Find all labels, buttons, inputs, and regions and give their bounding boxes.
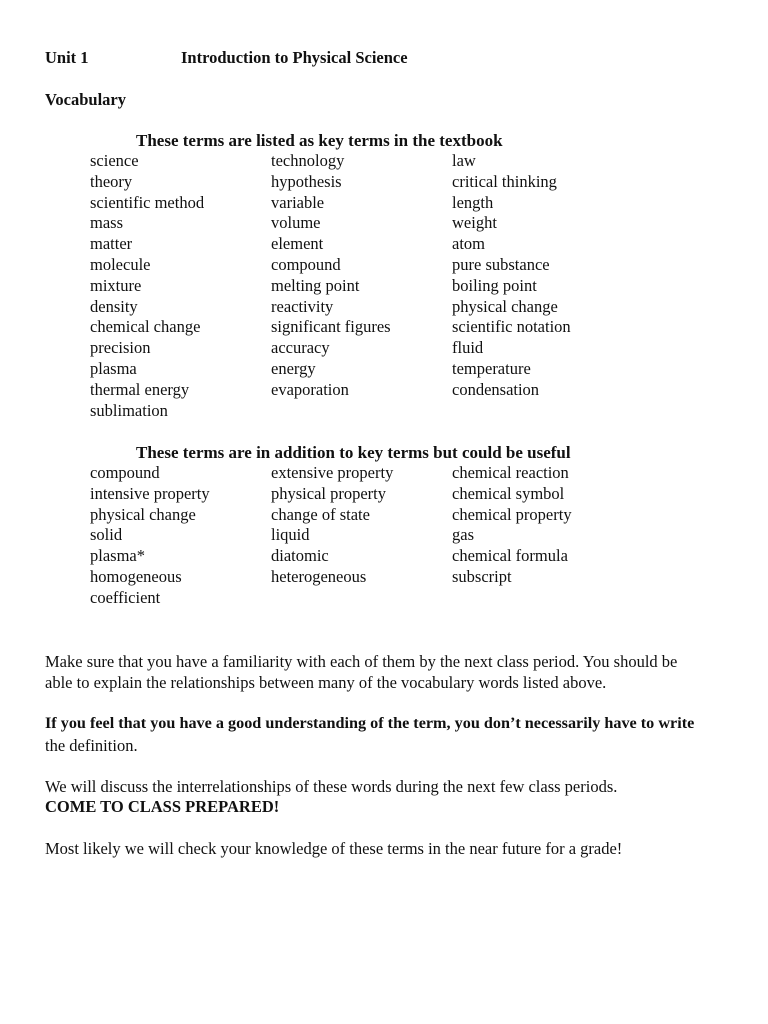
vocabulary-term: fluid — [452, 338, 484, 358]
instruction-para1-line2: able to explain the relationships between many of the vocabulary words listed above. — [45, 673, 607, 692]
vocabulary-term: precision — [90, 338, 151, 358]
vocabulary-term: element — [271, 234, 324, 254]
vocabulary-term: coefficient — [90, 587, 161, 607]
vocabulary-term: plasma* — [90, 546, 145, 566]
vocabulary-term: compound — [271, 255, 341, 274]
vocabulary-term: condensation — [452, 379, 540, 399]
vocabulary-term: law — [452, 151, 476, 170]
vocabulary-term: technology — [271, 151, 345, 170]
vocabulary-term: intensive property — [90, 483, 210, 503]
vocabulary-term: evaporation — [271, 379, 349, 399]
vocabulary-term: chemical formula — [452, 546, 568, 566]
vocabulary-term: energy — [271, 359, 316, 378]
vocabulary-term: solid — [90, 525, 123, 545]
unit-label: Unit 1 — [45, 48, 89, 67]
vocabulary-term: physical change — [452, 296, 558, 316]
vocabulary-term: diatomic — [271, 546, 329, 566]
vocabulary-term: physical property — [271, 483, 387, 503]
vocabulary-term: density — [90, 296, 138, 316]
vocabulary-term: compound — [90, 463, 160, 482]
vocabulary-term: gas — [452, 525, 474, 545]
vocabulary-term: hypothesis — [271, 171, 342, 191]
vocabulary-term: chemical change — [90, 317, 201, 337]
vocabulary-term: chemical reaction — [452, 463, 569, 482]
vocabulary-term: chemical property — [452, 504, 572, 524]
vocabulary-term: atom — [452, 234, 485, 254]
vocabulary-term: mixture — [90, 275, 142, 295]
instruction-para1-line1: Make sure that you have a familiarity with each of them by the next class period. You should be — [45, 652, 678, 671]
additional-terms-heading: These terms are in addition to key terms but could be useful — [136, 443, 571, 462]
vocabulary-term: molecule — [90, 255, 151, 274]
vocabulary-term: weight — [452, 213, 497, 233]
section-title: Vocabulary — [45, 90, 126, 109]
key-terms-heading: These terms are listed as key terms in the textbook — [136, 131, 503, 150]
vocabulary-term: reactivity — [271, 296, 334, 316]
vocabulary-term: matter — [90, 234, 133, 254]
vocabulary-term: scientific notation — [452, 317, 571, 337]
instruction-para2-line1: If you feel that you have a good understanding of the term, you don’t necessarily have to write — [45, 714, 695, 732]
vocabulary-term: sublimation — [90, 400, 168, 420]
instruction-para4: Most likely we will check your knowledge of these terms in the near future for a grade! — [45, 839, 623, 858]
instruction-para3-line2: COME TO CLASS PREPARED! — [45, 797, 280, 816]
vocabulary-term: variable — [271, 192, 325, 212]
vocabulary-term: theory — [90, 171, 133, 191]
vocabulary-term: mass — [90, 213, 123, 233]
vocabulary-term: melting point — [271, 275, 360, 295]
vocabulary-term: length — [452, 192, 494, 212]
vocabulary-term: homogeneous — [90, 567, 182, 586]
vocabulary-term: significant figures — [271, 317, 391, 337]
vocabulary-term: pure substance — [452, 255, 550, 274]
vocabulary-term: physical change — [90, 504, 196, 524]
vocabulary-term: plasma — [90, 359, 137, 378]
instruction-para3-line1: We will discuss the interrelationships of these words during the next few class periods. — [45, 777, 618, 796]
vocabulary-term: temperature — [452, 359, 531, 378]
vocabulary-term: scientific method — [90, 192, 205, 212]
vocabulary-term: science — [90, 151, 139, 170]
instruction-para2-line2: the definition. — [45, 736, 138, 755]
vocabulary-term: thermal energy — [90, 379, 190, 399]
vocabulary-term: boiling point — [452, 275, 537, 295]
vocabulary-term: chemical symbol — [452, 483, 565, 503]
vocabulary-term: heterogeneous — [271, 567, 367, 586]
vocabulary-term: extensive property — [271, 463, 394, 482]
vocabulary-term: liquid — [271, 525, 310, 545]
vocabulary-term: volume — [271, 213, 321, 233]
vocabulary-term: critical thinking — [452, 171, 557, 191]
vocabulary-term: accuracy — [271, 338, 330, 358]
vocabulary-term: change of state — [271, 504, 370, 524]
vocabulary-term: subscript — [452, 567, 512, 586]
document-title: Introduction to Physical Science — [181, 48, 408, 67]
